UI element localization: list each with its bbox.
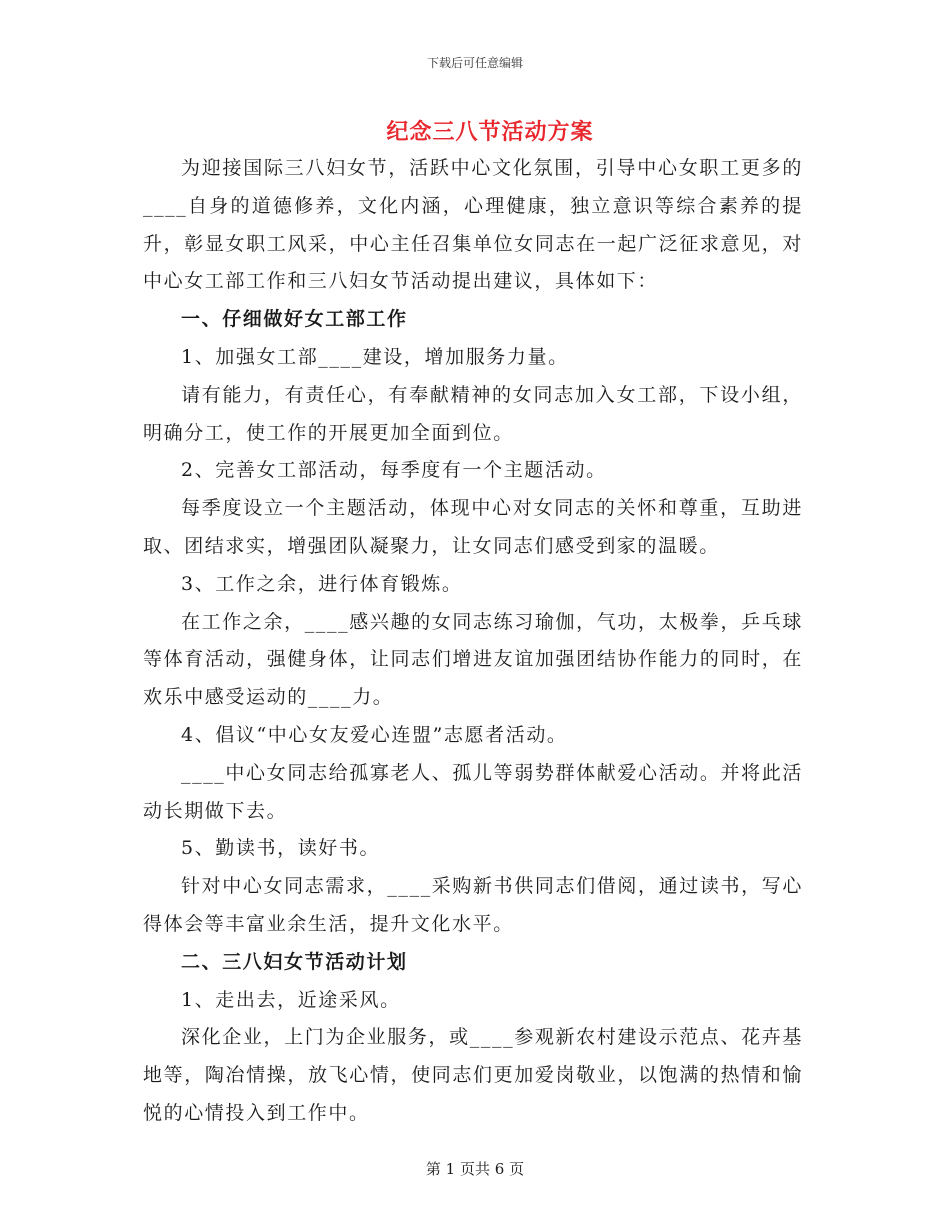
paragraph: 5、勤读书，读好书。 (181, 837, 381, 860)
paragraph-intro: 为迎接国际三八妇女节，活跃中心文化氛围，引导中心女职工更多的____自身的道德修养，文化内涵，心理健康，独立意识等综合素养的提升，彰显女职工风采，中心主任召集单位女同志在一起广泛征求意见，对中心女工部工作和三八妇女节活动提出建议，具体如下： (143, 157, 803, 293)
document-title: 纪念三八节活动方案 (386, 119, 594, 145)
section-heading-2: 二、三八妇女节活动计划 (181, 950, 408, 973)
paragraph: 4、倡议“中心女友爱心连盟”志愿者活动。 (181, 723, 568, 746)
paragraph: 1、加强女工部____建设，增加服务力量。 (181, 345, 569, 368)
paragraph: 1、走出去，近途采风。 (181, 988, 401, 1011)
paragraph: 3、工作之余，进行体育锻炼。 (181, 572, 463, 595)
paragraph: 每季度设立一个主题活动，体现中心对女同志的关怀和尊重，互助进取、团结求实，增强团队凝聚力，让女同志们感受到家的温暖。 (143, 497, 803, 557)
paragraph: 请有能力，有责任心，有奉献精神的女同志加入女工部，下设小组，明确分工，使工作的开展更加全面到位。 (143, 383, 803, 444)
header-note: 下载后可任意编辑 (426, 56, 523, 70)
paragraph: ____中心女同志给孤寡老人、孤儿等弱势群体献爱心活动。并将此活动长期做下去。 (143, 761, 803, 822)
page-footer: 第 1 页共 6 页 (425, 1160, 525, 1178)
paragraph: 在工作之余，____感兴趣的女同志练习瑜伽，气功，太极拳，乒乓球等体育活动，强健身体，让同志们增进友谊加强团结协作能力的同时，在欢乐中感受运动的____力。 (143, 610, 803, 709)
section-heading-1: 一、仔细做好女工部工作 (181, 308, 408, 331)
paragraph: 2、完善女工部活动，每季度有一个主题活动。 (181, 459, 607, 482)
paragraph: 深化企业，上门为企业服务，或____参观新农村建设示范点、花卉基地等，陶冶情操，放飞心情，使同志们更加爱岗敬业，以饱满的热情和愉悦的心情投入到工作中。 (143, 1026, 803, 1124)
paragraph: 针对中心女同志需求，____采购新书供同志们借阅，通过读书，写心得体会等丰富业余生活，提升文化水平。 (143, 875, 803, 935)
document-body (143, 150, 803, 1133)
